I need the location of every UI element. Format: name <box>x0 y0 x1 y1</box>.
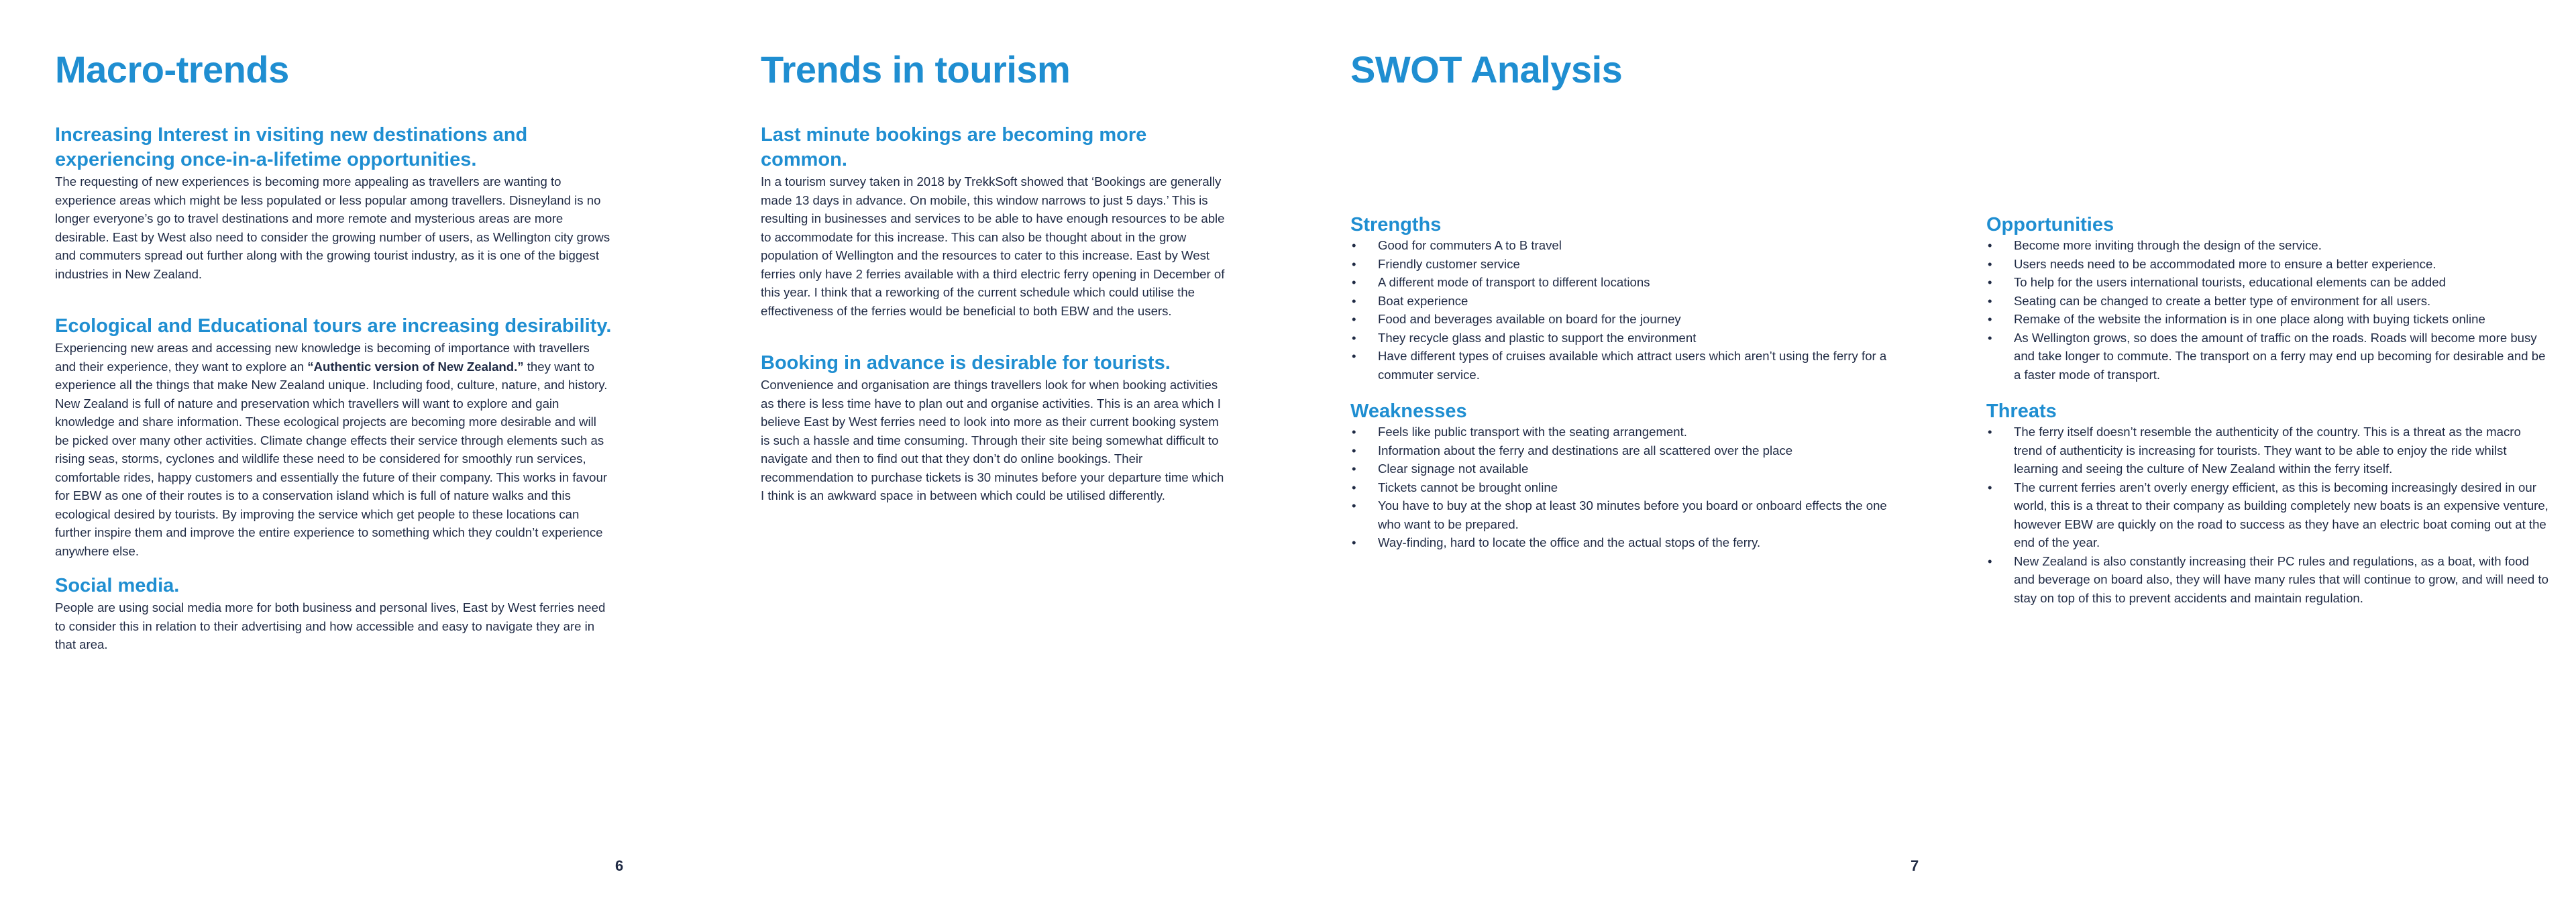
section-heading: Last minute bookings are becoming more common. <box>761 124 1147 170</box>
threats-item: • The current ferries aren’t overly energy efficient, as this is becoming increasingly desired in our world, this is a threat to their company as building completely new boats is an expensive venture, however EBW are quickly on the road to success as they have an electric boat coming out at the end of the year. <box>1986 478 2550 552</box>
strengths-item: • They recycle glass and plastic to support the environment <box>1350 329 1900 347</box>
weaknesses-heading: Weaknesses <box>1350 400 1467 422</box>
section-last-minute-bookings <box>761 123 1230 320</box>
section-body <box>55 339 612 560</box>
page-number-left: 6 <box>615 857 624 874</box>
swot-opportunities <box>1986 213 2550 384</box>
opportunities-item: • Remake of the website the information is in one place along with buying tickets online <box>1986 310 2550 329</box>
weaknesses-item: • Tickets cannot be brought online <box>1350 478 1900 497</box>
opportunities-item: • Seating can be changed to create a better type of environment for all users. <box>1986 292 2550 311</box>
opportunities-item: • As Wellington grows, so does the amount of traffic on the roads. Roads will become more busy and take longer to commute. The transport on a ferry may end up becoming for desirable and be a faster mode of transport. <box>1986 329 2550 384</box>
macro-trends-column <box>55 48 625 654</box>
threats-list <box>1986 423 2550 607</box>
swot-strengths <box>1350 213 1900 384</box>
threats-item: • New Zealand is also constantly increasing their PC rules and regulations, as a boat, with food and beverage on board also, they will have many rules that will continue to grow, and will need to stay on top of this to prevent accidents and maintain regulation. <box>1986 552 2550 608</box>
opportunities-list <box>1986 236 2550 384</box>
body-emphasis: “Authentic version of New Zealand.” <box>307 359 524 374</box>
page-title-macro-trends: Macro-trends <box>55 48 289 91</box>
page-number-right: 7 <box>1911 857 1919 874</box>
section-heading: Booking in advance is desirable for tourists. <box>761 352 1171 374</box>
section-body: The requesting of new experiences is becoming more appealing as travellers are wanting to experience areas which might be less populated or less popular among travellers. Disneyland is no longer everyone’s go to travel destinations and more remote and mysterious areas are more desirable. East by West also need to consider the growing number of users, as Wellington city grows and commuters spread out further along with the growing tourist industry, as it is one of the biggest industries in New Zealand. <box>55 174 610 281</box>
threats-heading: Threats <box>1986 400 2057 422</box>
threats-item: • The ferry itself doesn’t resemble the authenticity of the country. This is a threat as the macro trend of authenticity is increasing for tourists. They want to be able to enjoy the ride whilst learning and seeing the culture of New Zealand within the ferry itself. <box>1986 423 2550 478</box>
strengths-item: • A different mode of transport to different locations <box>1350 273 1900 292</box>
page-title-trends-in-tourism: Trends in tourism <box>761 48 1071 91</box>
section-social-media <box>55 574 625 654</box>
weaknesses-list <box>1350 423 1900 552</box>
section-ecological-tours <box>55 314 625 560</box>
swot-weaknesses <box>1350 400 1900 552</box>
strengths-item: • Boat experience <box>1350 292 1900 311</box>
section-body: In a tourism survey taken in 2018 by TrekkSoft showed that ‘Bookings are generally made 13 days in advance. On mobile, this window narrows to just 5 days.’ This is resulting in businesses and services to be able to have enough resources to be able to accommodate for this increase. This can also be thought about in the grow population of Wellington and the resources to cater to this increase. East by West ferries only have 2 ferries available with a third electric ferry opening in December of this year. I think that a reworking of the current schedule which could utilise the effectiveness of the ferries would be beneficial to both EBW and the users. <box>761 174 1225 318</box>
strengths-heading: Strengths <box>1350 214 1442 235</box>
weaknesses-item: • Way-finding, hard to locate the office and the actual stops of the ferry. <box>1350 533 1900 552</box>
section-heading: Increasing Interest in visiting new destinations and experiencing once-in-a-lifetime opportunities. <box>55 124 528 170</box>
strengths-item: • Good for commuters A to B travel <box>1350 236 1900 255</box>
page-title-swot: SWOT Analysis <box>1350 48 1623 91</box>
section-booking-in-advance <box>761 351 1230 505</box>
weaknesses-item: • You have to buy at the shop at least 30 minutes before you board or onboard effects the one who want to be prepared. <box>1350 496 1900 533</box>
body-text: Experiencing new areas and accessing new knowledge is becoming of importance with travellers and their experience, they want to explore an <box>55 341 590 374</box>
opportunities-item: • Become more inviting through the design of the service. <box>1986 236 2550 255</box>
section-body: Convenience and organisation are things travellers look for when booking activities as there is less time have to plan out and organise activities. This is an area which I believe East by West ferries need to look into more as their current booking system is such a hassle and time consuming. Through their site being somewhat difficult to navigate and then to find out that they don’t do online bookings. Their recommendation to purchase tickets is 30 minutes before your departure time which I think is an awkward space in between which could be utilised differently. <box>761 378 1224 502</box>
strengths-item: • Food and beverages available on board for the journey <box>1350 310 1900 329</box>
strengths-item: • Have different types of cruises available which attract users which aren’t using the ferry for a commuter service. <box>1350 347 1900 384</box>
weaknesses-item: • Information about the ferry and destinations are all scattered over the place <box>1350 441 1900 460</box>
swot-threats <box>1986 400 2550 607</box>
trends-in-tourism-column <box>761 48 1230 505</box>
strengths-item: • Friendly customer service <box>1350 255 1900 274</box>
strengths-list <box>1350 236 1900 384</box>
opportunities-item: • To help for the users international tourists, educational elements can be added <box>1986 273 2550 292</box>
section-new-destinations <box>55 123 625 283</box>
weaknesses-item: • Feels like public transport with the seating arrangement. <box>1350 423 1900 441</box>
section-heading: Social media. <box>55 575 180 596</box>
body-text: they want to experience all the things that make New Zealand unique. Including food, culture, nature, and history. New Zealand is full of nature and preservation which travellers will want to explore and gain knowledge and share information. These ecological projects are becoming more desirable and will be picked over many other activities. Climate change effects their service through elements such as rising seas, storms, cyclones and wildlife these need to be considered for smoothly run services, comfortable rides, happy customers and essentially the future of their company. This works in favour for EBW as one of their routes is to a conservation island which is full of nature walks and this ecological desired by tourists. By improving the service which get people to these locations can further inspire them and improve the entire experience to something which they couldn’t experience anywhere else. <box>55 359 608 558</box>
section-heading: Ecological and Educational tours are increasing desirability. <box>55 315 612 337</box>
section-body: People are using social media more for both business and personal lives, East by West ferries need to consider this in relation to their advertising and how accessible and easy to navigate they are in that area. <box>55 600 606 651</box>
weaknesses-item: • Clear signage not available <box>1350 460 1900 478</box>
opportunities-item: • Users needs need to be accommodated more to ensure a better experience. <box>1986 255 2550 274</box>
opportunities-heading: Opportunities <box>1986 214 2114 235</box>
